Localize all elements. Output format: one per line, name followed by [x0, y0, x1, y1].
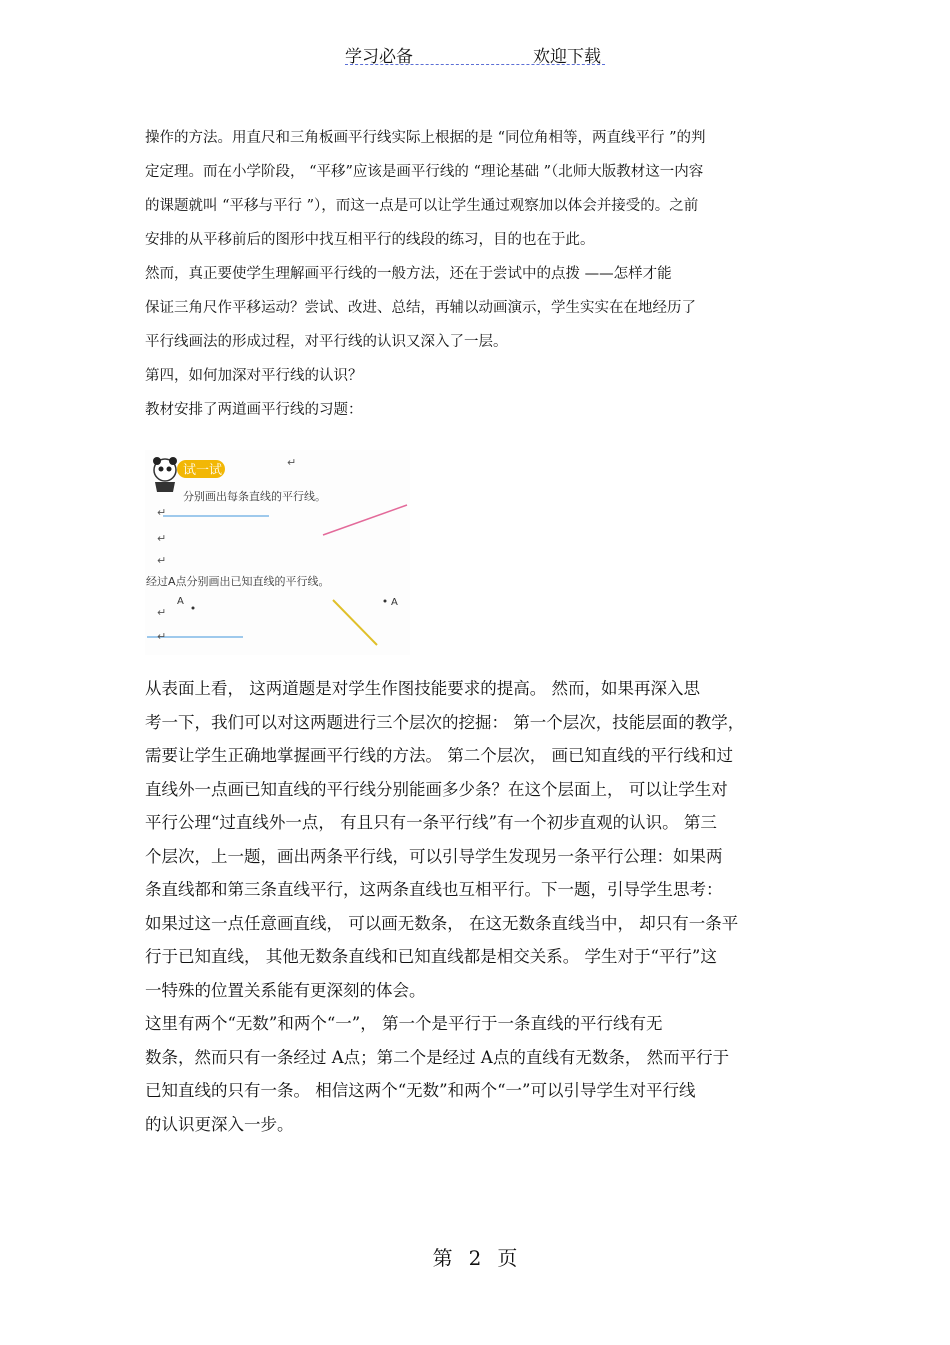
task1-text: 分别画出每条直线的平行线。 — [183, 490, 326, 503]
text-line: 从表面上看， 这两道题是对学生作图技能要求的提高。 然而，如果再深入思 — [145, 679, 700, 698]
text-line: 如果过这一点任意画直线， 可以画无数条， 在这无数条直线当中， 却只有一条平 — [145, 913, 739, 933]
text-line: 考一下，我们可以对这两题进行三个层次的挖掘： 第一个层次，技能层面的教学， — [145, 712, 745, 732]
text-line: 数条，然而只有一条经过 A点；第二个是经过 A点的直线有无数条， 然而平行于 — [145, 1047, 730, 1067]
try-badge-label: 试一试 — [183, 463, 223, 478]
text-line: 操作的方法。用直尺和三角板画平行线实际上根据的是 “同位角相等，两直线平行 ”的判 — [145, 130, 706, 146]
return-mark: ↵ — [157, 554, 167, 567]
paragraph-intro — [145, 121, 815, 427]
text-line: 条直线都和第三条直线平行，这两条直线也互相平行。下一题，引导学生思考： — [145, 880, 723, 899]
text-line: 第四，如何加深对平行线的认识？ — [145, 368, 363, 384]
text-line: 然而，真正要使学生理解画平行线的一般方法，还在于尝试中的点拨 ——怎样才能 — [145, 266, 672, 282]
return-mark: ↵ — [157, 506, 167, 519]
return-mark: ↵ — [287, 456, 297, 469]
text-line: 已知直线的只有一条。 相信这两个“无数”和两个“一”可以引导学生对平行线 — [145, 1081, 696, 1100]
return-mark: ↵ — [157, 532, 167, 545]
text-line: 保证三角尺作平移运动？尝试、改进、总结，再辅以动画演示，学生实实在在地经历了 — [145, 300, 696, 316]
text-line: 平行公理“过直线外一点， 有且只有一条平行线”有一个初步直观的认识。 第三 — [145, 813, 717, 832]
text-line: 教材安排了两道画平行线的习题： — [145, 402, 363, 418]
text-line: 直线外一点画已知直线的平行线分别能画多少条？在这个层面上， 可以让学生对 — [145, 779, 728, 799]
exercise-figure-svg — [145, 450, 410, 655]
text-line: 需要让学生正确地掌握画平行线的方法。 第二个层次， 画已知直线的平行线和过 — [145, 746, 733, 765]
return-mark: ↵ — [157, 630, 167, 643]
task2-text: 经过A点分别画出已知直线的平行线。 — [146, 575, 330, 588]
header-right-text: 欢迎下载 — [533, 47, 601, 67]
exercise-figure — [145, 450, 410, 655]
text-line: 定定理。而在小学阶段， “平移”应该是画平行线的 “理论基础 ”（北师大版教材这一内容 — [145, 164, 704, 180]
panda-icon — [153, 457, 177, 492]
point-a-label-left: A — [177, 596, 184, 607]
text-line: 平行线画法的形成过程，对平行线的认识又深入了一层。 — [145, 334, 508, 350]
paragraph-analysis — [145, 672, 815, 1141]
text-line: 安排的从平移前后的图形中找互相平行的线段的练习，目的也在于此。 — [145, 232, 595, 248]
text-line: 行于已知直线， 其他无数条直线和已知直线都是相交关系。 学生对于“平行”这 — [145, 947, 717, 966]
text-line: 的课题就叫 “平移与平行 ”），而这一点是可以让学生通过观察加以体会并接受的。之前 — [145, 198, 699, 214]
text-line: 的认识更深入一步。 — [145, 1114, 294, 1134]
page-number: 2 — [468, 1246, 482, 1270]
point-a-left — [192, 607, 195, 610]
point-a-label-right: A — [391, 597, 398, 608]
header-left-text: 学习必备 — [345, 47, 413, 67]
page-header — [345, 42, 605, 65]
text-line: 个层次，上一题，画出两条平行线，可以引导学生发现另一条平行公理：如果两 — [145, 846, 723, 866]
page-number-suffix: 页 — [497, 1246, 518, 1270]
page-number-prefix: 第 — [432, 1246, 453, 1270]
point-a-right — [384, 600, 387, 603]
text-line: 一特殊的位置关系能有更深刻的体会。 — [145, 980, 426, 1000]
text-line: 这里有两个“无数”和两个“一”， 第一个是平行于一条直线的平行线有无 — [145, 1014, 663, 1033]
return-mark: ↵ — [157, 606, 167, 619]
page-footer — [0, 1242, 950, 1271]
